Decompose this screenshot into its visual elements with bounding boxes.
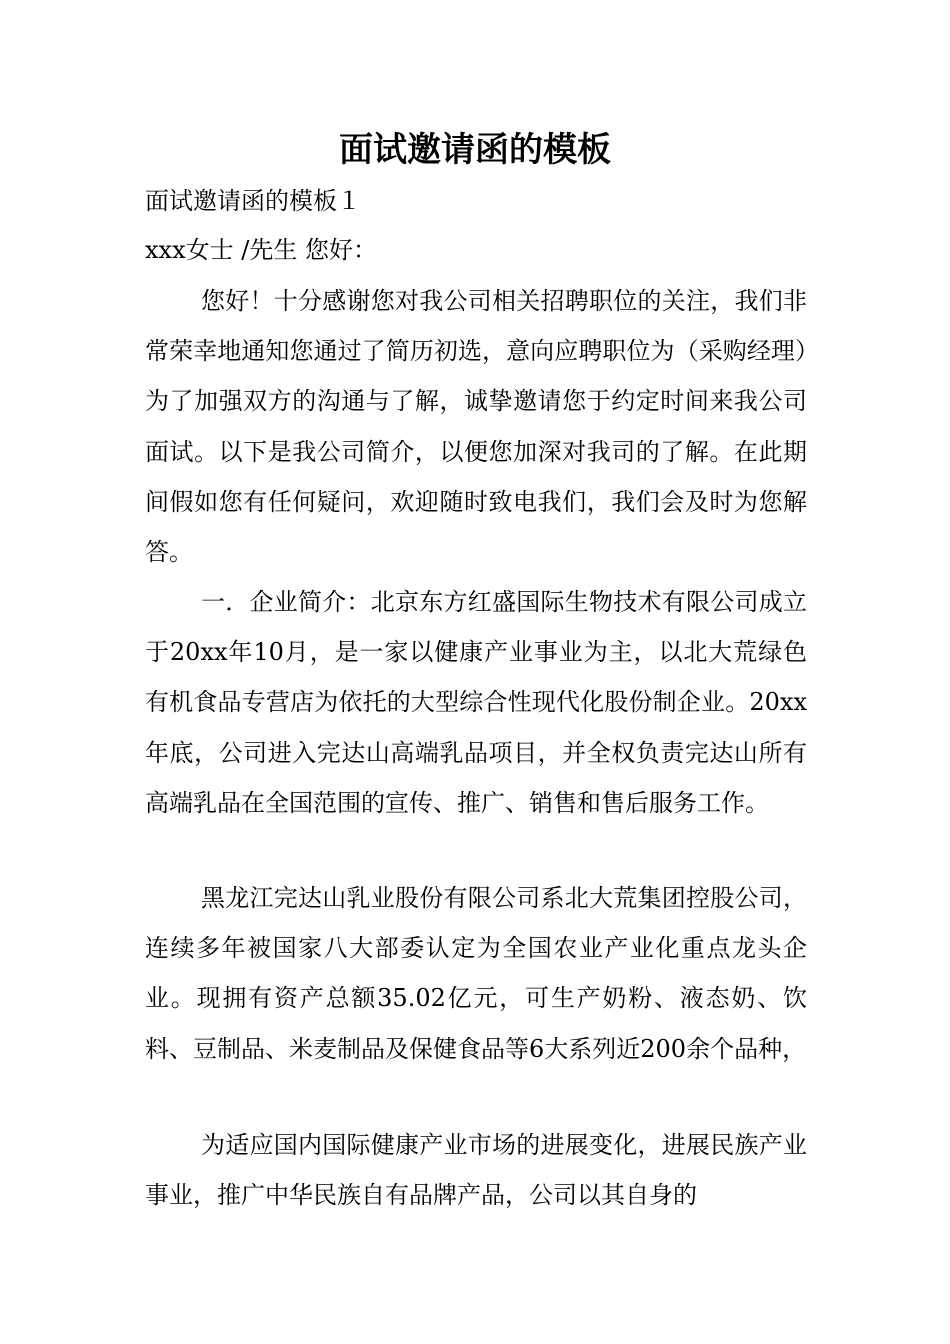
paragraph-dairy-group: 黑龙江完达山乳业股份有限公司系北大荒集团控股公司，连续多年被国家八大部委认定为全国农业产业化重点龙头企业。现拥有资产总额35.02亿元，可生产奶粉、液态奶、饮料、豆制品、米麦制品及保健食品等6大系列近200余个品种， — [145, 884, 807, 1063]
paragraph-company-profile: 一．企业简介：北京东方红盛国际生物技术有限公司成立于20xx年10月，是一家以健康产业事业为主，以北大荒绿色有机食品专营店为依托的大型综合性现代化股份制企业。20xx年底，公司进入完达山高端乳品项目，并全权负责完达山所有高端乳品在全国范围的宣传、推广、销售和售后服务工作。 — [145, 588, 807, 817]
document-subtitle: 面试邀请函的模板１ — [145, 187, 361, 215]
paragraph-market-development: 为适应国内国际健康产业市场的进展变化，进展民族产业事业，推广中华民族自有品牌产品，公司以其自身的 — [145, 1131, 807, 1210]
paragraph-intro: 您好！十分感谢您对我公司相关招聘职位的关注，我们非常荣幸地通知您通过了简历初选，意向应聘职位为（采购经理）为了加强双方的沟通与了解，诚挚邀请您于约定时间来我公司面试。以下是我公司简介，以便您加深对我司的了解。在此期间假如您有任何疑问，欢迎随时致电我们，我们会及时为您解答。 — [145, 287, 807, 567]
document-title: 面试邀请函的模板 — [339, 130, 611, 170]
greeting-line: xxx女士 /先生 您好： — [145, 236, 377, 264]
